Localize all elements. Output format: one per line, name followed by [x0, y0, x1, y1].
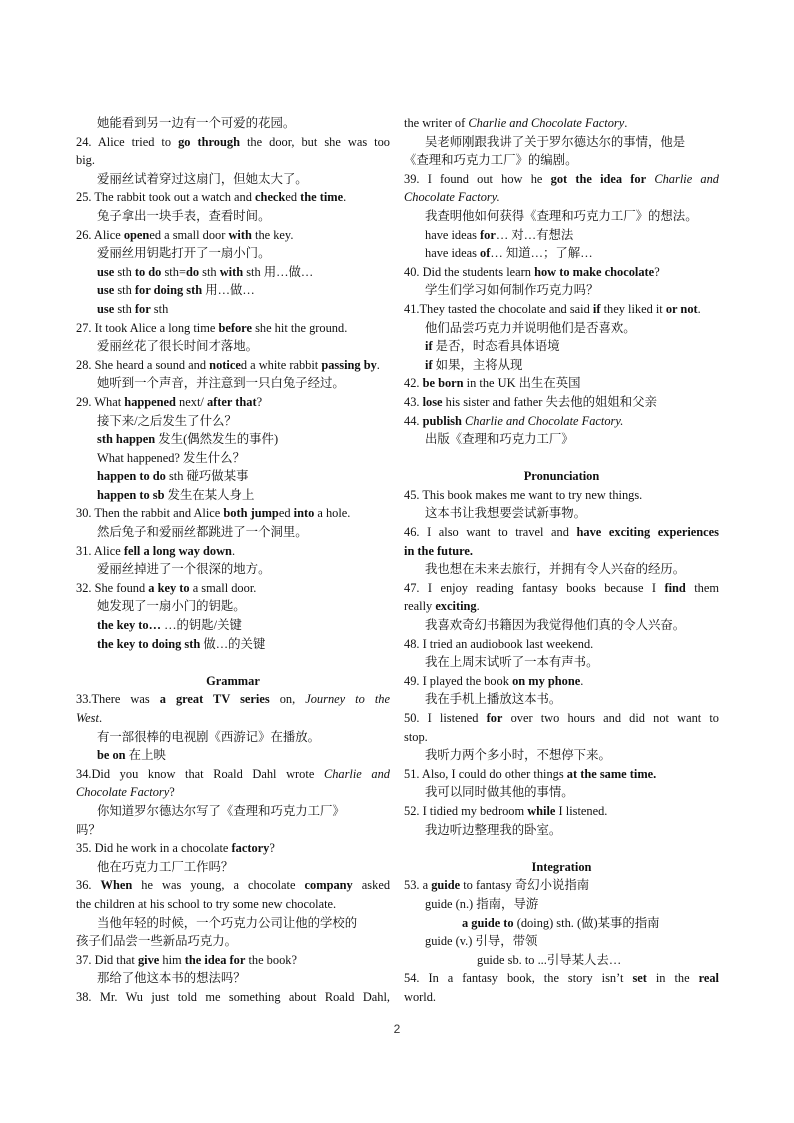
bold-phrase: to do: [134, 264, 162, 279]
italic-title: Charlie and: [323, 766, 390, 781]
bold-phrase: exciting: [435, 599, 477, 614]
text-segment: stop.: [404, 729, 428, 744]
bold-phrase: for: [134, 301, 151, 316]
text-segment: What happened? 发生什么？: [97, 450, 245, 465]
bold-phrase: in the future.: [404, 543, 473, 558]
italic-title: Chocolate Factory: [76, 785, 170, 800]
text-line: [404, 653, 719, 672]
text-line: [404, 821, 719, 840]
text-segment: 25. The rabbit took out a watch and: [76, 190, 256, 205]
text-segment: have ideas: [425, 227, 481, 242]
text-segment: 我边听边整理我的卧室。: [425, 822, 562, 837]
text-segment: 发生在某人身上: [164, 487, 255, 502]
text-line: [76, 951, 390, 970]
text-segment: 41.They tasted the chocolate and said: [404, 301, 593, 316]
bold-phrase: both jump: [223, 506, 279, 521]
text-segment: 36.: [76, 878, 101, 893]
text-line: [404, 969, 719, 988]
text-segment: 爱丽丝掉进了一个很深的地方。: [97, 562, 271, 577]
text-segment: sth=: [161, 264, 186, 279]
text-segment: 38. Mr. Wu just told me something about Roald Dahl,: [76, 989, 390, 1004]
text-segment: the children at his school to try some new chocolate.: [76, 896, 337, 911]
text-line: [76, 151, 390, 170]
text-segment: 26. Alice: [76, 227, 124, 242]
text-line: [404, 914, 719, 933]
text-line: [76, 560, 390, 579]
text-line: [76, 374, 390, 393]
text-segment: the key.: [251, 227, 294, 242]
text-line: [404, 504, 719, 523]
text-line: [404, 951, 719, 970]
bold-phrase: be born: [422, 376, 464, 391]
text-line: [76, 802, 390, 821]
text-segment: .: [98, 711, 103, 725]
text-segment: .: [624, 116, 628, 130]
text-line: [76, 170, 390, 189]
text-segment: 在上映: [125, 748, 166, 763]
text-segment: he was young, a chocolate: [132, 878, 305, 893]
text-segment: 发生(偶然发生的事件): [155, 432, 279, 447]
text-line: [76, 393, 390, 412]
text-segment: 我可以同时做其他的事情。: [425, 785, 574, 800]
text-segment: sth: [114, 301, 135, 316]
text-line: [76, 839, 390, 858]
text-segment: she hit the ground.: [251, 320, 348, 335]
bold-phrase: factory: [231, 841, 270, 856]
text-segment: 45. This book makes me want to try new things.: [404, 487, 643, 502]
text-line: [76, 765, 390, 784]
text-line: [76, 337, 390, 356]
bold-phrase: how to make chocolate: [534, 264, 655, 279]
text-segment: .: [376, 357, 380, 372]
text-line: [76, 709, 390, 728]
bold-phrase: publish: [422, 413, 462, 428]
text-line: [404, 412, 719, 431]
text-line: [76, 616, 390, 635]
bold-phrase: of: [480, 246, 491, 261]
bold-phrase: into: [293, 506, 315, 521]
bold-phrase: happen to do: [97, 469, 166, 484]
text-segment: 我也想在未来去旅行，并拥有令人兴奋的经历。: [425, 562, 686, 577]
section-heading: Grammar: [206, 673, 260, 688]
text-segment: they liked it: [600, 301, 666, 316]
text-segment: on,: [269, 692, 306, 707]
text-line: [404, 988, 719, 1007]
bold-phrase: if: [425, 339, 433, 354]
text-segment: 《查理和巧克力工厂》的编剧。: [404, 153, 578, 168]
text-segment: .: [697, 301, 701, 316]
text-segment: 33.There was: [76, 692, 160, 707]
text-segment: 29. What: [76, 394, 125, 409]
text-segment: 爱丽丝用钥匙打开了一扇小门。: [97, 246, 271, 261]
text-line: [404, 616, 719, 635]
text-segment: 50. I listened: [404, 711, 487, 725]
text-segment: .: [476, 599, 480, 614]
text-segment: next/: [175, 394, 207, 409]
text-segment: sth: [114, 283, 135, 298]
text-segment: 兔子拿出一块手表，查看时间。: [97, 208, 271, 223]
text-line: [404, 244, 719, 263]
bold-phrase: give: [137, 952, 160, 967]
bold-phrase: a great TV series: [159, 692, 270, 707]
text-segment: 24. Alice tried to: [76, 134, 179, 149]
bold-phrase: guide: [431, 878, 461, 893]
bold-phrase: or not: [665, 301, 698, 316]
text-line: [76, 114, 390, 133]
text-segment: 34.Did you know that Roald Dahl wrote: [76, 766, 324, 781]
bold-phrase: go through: [178, 134, 240, 149]
text-line: [76, 226, 390, 245]
spacer: [76, 653, 390, 672]
bold-phrase: use: [97, 264, 115, 279]
text-segment: 这本书让我想要尝试新事物。: [425, 506, 587, 521]
bold-phrase: if: [425, 357, 433, 372]
bold-phrase: after that: [206, 394, 257, 409]
italic-title: Charlie and Chocolate Factory.: [464, 413, 624, 428]
text-segment: ?: [169, 785, 175, 800]
text-segment: 她发现了一扇小门的钥匙。: [97, 599, 246, 614]
text-segment: sth: [199, 264, 220, 279]
text-segment: 53. a: [404, 878, 432, 893]
spacer: [404, 839, 719, 858]
bold-phrase: sth happen: [97, 432, 156, 447]
italic-title: West: [76, 711, 99, 725]
text-segment: 48. I tried an audiobook last weekend.: [404, 636, 594, 651]
text-segment: 如果，主将从现: [432, 357, 523, 372]
text-line: [404, 876, 719, 895]
text-line: [404, 765, 719, 784]
bold-phrase: for: [480, 227, 496, 242]
text-segment: 52. I tidied my bedroom: [404, 803, 528, 818]
bold-phrase: before: [218, 320, 252, 335]
text-segment: sth 用…做…: [243, 264, 314, 279]
text-line: [76, 728, 390, 747]
bold-phrase: open: [123, 227, 150, 242]
text-segment: ?: [269, 841, 275, 856]
text-segment: ed a small door: [149, 227, 229, 242]
text-line: [76, 932, 390, 951]
text-segment: .: [231, 543, 236, 558]
bold-phrase: lose: [422, 394, 443, 409]
bold-phrase: company: [304, 878, 353, 893]
italic-title: Journey to the: [305, 692, 390, 707]
text-line: [404, 300, 719, 319]
text-segment: sth 碰巧做某事: [165, 469, 249, 484]
text-line: [404, 356, 719, 375]
text-line: [76, 858, 390, 877]
text-line: [76, 690, 390, 709]
text-segment: 31. Alice: [76, 543, 124, 558]
text-segment: a small door.: [189, 580, 257, 595]
bold-phrase: have exciting experiences: [576, 525, 720, 540]
text-segment: 吗？: [76, 822, 101, 837]
text-segment: 她听到一个声音，并注意到一只白兔子经过。: [97, 376, 345, 391]
text-segment: him: [159, 952, 185, 967]
text-line: [76, 244, 390, 263]
text-segment: 49. I played the book: [404, 673, 513, 688]
text-segment: 用…做…: [202, 283, 255, 298]
text-line: [76, 467, 390, 486]
text-segment: 我听力两个多小时，不想停下来。: [425, 748, 611, 763]
text-segment: 37. Did that: [76, 952, 138, 967]
bold-phrase: do: [185, 264, 200, 279]
text-segment: 吴老师刚跟我讲了关于罗尔德达尔的事情，他是: [425, 134, 686, 149]
text-segment: the writer of: [404, 116, 469, 130]
text-line: [404, 635, 719, 654]
text-line: [404, 133, 719, 152]
bold-phrase: a key to: [148, 580, 190, 595]
text-segment: 当他年轻的时候，一个巧克力公司让他的学校的: [97, 915, 358, 930]
text-line: [404, 374, 719, 393]
bold-phrase: the time: [300, 190, 344, 205]
text-line: [404, 542, 719, 561]
bold-phrase: at the same time.: [566, 766, 657, 781]
text-segment: a hole.: [314, 506, 351, 521]
bold-phrase: check: [255, 190, 286, 205]
text-line: [76, 133, 390, 152]
bold-phrase: happen to sb: [97, 487, 165, 502]
bold-phrase: with: [228, 227, 252, 242]
text-segment: big.: [76, 153, 95, 168]
text-line: [76, 263, 390, 282]
text-segment: 有一部很棒的电视剧《西游记》在播放。: [97, 729, 321, 744]
bold-phrase: while: [527, 803, 556, 818]
text-line: [76, 523, 390, 542]
text-segment: 46. I also want to travel and: [404, 525, 577, 540]
text-segment: 47. I enjoy reading fantasy books because I: [404, 580, 665, 595]
section-heading: Pronunciation: [523, 469, 600, 484]
text-line: [404, 728, 719, 747]
text-segment: 那给了他这本书的想法吗？: [97, 971, 246, 986]
bold-phrase: on my phone: [512, 673, 581, 688]
text-segment: really: [404, 599, 436, 614]
text-segment: over two hours and did not want to: [502, 711, 719, 725]
text-line: [76, 988, 390, 1007]
bold-phrase: be on: [97, 748, 126, 763]
bold-phrase: use: [97, 301, 115, 316]
text-line: [404, 560, 719, 579]
text-segment: asked: [352, 878, 391, 893]
text-line: [76, 281, 390, 300]
text-line: [76, 188, 390, 207]
text-segment: 爱丽丝试着穿过这扇门，但她太大了。: [97, 171, 308, 186]
text-segment: 是否，时态看具体语境: [432, 339, 560, 354]
text-segment: 43.: [404, 394, 423, 409]
text-line: [404, 690, 719, 709]
text-line: [76, 821, 390, 840]
text-line: [76, 356, 390, 375]
text-line: [404, 319, 719, 338]
text-segment: 接下来/之后发生了什么？: [97, 413, 237, 428]
text-segment: 51. Also, I could do other things: [404, 766, 567, 781]
text-line: [404, 802, 719, 821]
text-segment: sth: [150, 301, 169, 316]
text-segment: have ideas: [425, 246, 481, 261]
bold-phrase: a guide to: [462, 915, 514, 930]
text-segment: guide (v.) 引导，带领: [425, 934, 538, 949]
text-segment: 你知道罗尔德达尔写了《查理和巧克力工厂》: [97, 803, 345, 818]
text-line: [76, 207, 390, 226]
text-line: [76, 579, 390, 598]
italic-title: Charlie and: [654, 171, 719, 186]
text-segment: in the: [646, 971, 699, 986]
text-line: [404, 783, 719, 802]
text-line: [76, 914, 390, 933]
text-line: [76, 746, 390, 765]
text-line: [76, 783, 390, 802]
text-line: [76, 486, 390, 505]
text-line: [76, 449, 390, 468]
text-segment: 出版《查理和巧克力工厂》: [425, 432, 574, 447]
text-segment: the door, but she was too: [239, 134, 390, 149]
text-segment: (doing) sth. (做)某事的指南: [513, 915, 660, 930]
page-number: 2: [393, 1022, 401, 1036]
text-line: [404, 932, 719, 951]
text-segment: world.: [404, 989, 437, 1004]
text-segment: 32. She found: [76, 580, 149, 595]
text-line: [404, 151, 719, 170]
text-segment: 35. Did he work in a chocolate: [76, 841, 232, 856]
text-segment: … 知道…；了解…: [490, 246, 593, 261]
text-segment: 他们品尝巧克力并说明他们是否喜欢。: [425, 320, 636, 335]
text-line: [76, 319, 390, 338]
text-line: [404, 188, 719, 207]
text-segment: 她能看到另一边有一个可爱的花园。: [97, 116, 296, 130]
text-segment: 学生们学习如何制作巧克力吗？: [425, 283, 599, 298]
text-segment: sth: [114, 264, 135, 279]
bold-phrase: the key to…: [97, 618, 162, 633]
italic-title: Chocolate Factory.: [404, 190, 500, 205]
text-segment: 我喜欢奇幻书籍因为我觉得他们真的令人兴奋。: [425, 618, 686, 633]
bold-phrase: passing by: [321, 357, 377, 372]
bold-phrase: for doing sth: [134, 283, 203, 298]
text-line: [404, 709, 719, 728]
text-segment: ?: [256, 394, 263, 409]
text-line: [404, 207, 719, 226]
text-line: [404, 523, 719, 542]
text-segment: 然后兔子和爱丽丝都跳进了一个洞里。: [97, 525, 308, 540]
right-column: [404, 114, 719, 1007]
text-segment: them: [685, 580, 719, 595]
spacer: [404, 449, 719, 468]
text-line: [76, 895, 390, 914]
text-line: [76, 597, 390, 616]
text-segment: 孩子们品尝一些新品巧克力。: [76, 934, 238, 949]
text-segment: 他在巧克力工厂工作吗？: [97, 859, 234, 874]
bold-phrase: find: [664, 580, 686, 595]
text-line: [404, 226, 719, 245]
text-segment: his sister and father 失去他的姐姐和父亲: [442, 394, 657, 409]
bold-phrase: for: [486, 711, 503, 725]
text-line: [404, 579, 719, 598]
italic-title: Charlie and Chocolate Factory: [468, 116, 625, 130]
text-segment: .: [343, 190, 347, 205]
text-segment: 39. I found out how he: [404, 171, 551, 186]
text-line: [404, 281, 719, 300]
text-segment: 30. Then the rabbit and Alice: [76, 506, 224, 521]
bold-phrase: the key to doing sth: [97, 636, 201, 651]
text-segment: ?: [654, 264, 660, 279]
text-line: [76, 635, 390, 654]
text-line: [404, 337, 719, 356]
text-segment: ed: [278, 506, 294, 521]
text-line: [404, 597, 719, 616]
bold-phrase: notice: [209, 357, 241, 372]
text-line: [76, 542, 390, 561]
text-line: [404, 170, 719, 189]
text-segment: to fantasy 奇幻小说指南: [460, 878, 590, 893]
section-heading: Integration: [531, 859, 592, 874]
text-line: [404, 486, 719, 505]
bold-phrase: set: [632, 971, 647, 986]
text-segment: 44.: [404, 413, 423, 428]
bold-phrase: the idea for: [184, 952, 246, 967]
text-segment: guide (n.) 指南，导游: [425, 896, 539, 911]
text-line: [404, 746, 719, 765]
text-line: [76, 969, 390, 988]
left-column: [76, 114, 390, 1007]
text-segment: guide sb. to ...引导某人去…: [477, 952, 622, 967]
text-segment: 爱丽丝花了很长时间才落地。: [97, 339, 259, 354]
text-line: [76, 504, 390, 523]
bold-phrase: if: [592, 301, 601, 316]
bold-phrase: When: [100, 878, 133, 893]
bold-phrase: with: [219, 264, 244, 279]
text-segment: … 对…有想法: [495, 227, 574, 242]
text-line: [404, 430, 719, 449]
text-segment: 54. In a fantasy book, the story isn’t: [404, 971, 633, 986]
text-segment: 我在手机上播放这本书。: [425, 692, 562, 707]
text-segment: d a white rabbit: [240, 357, 322, 372]
text-segment: I listened.: [555, 803, 608, 818]
bold-phrase: real: [698, 971, 719, 986]
text-segment: 28. She heard a sound and: [76, 357, 210, 372]
text-segment: 我在上周末试听了一本有声书。: [425, 655, 599, 670]
text-line: [76, 430, 390, 449]
text-segment: 40. Did the students learn: [404, 264, 535, 279]
bold-phrase: happened: [124, 394, 176, 409]
bold-phrase: got the idea for: [550, 171, 647, 186]
text-segment: …的钥匙/关键: [161, 618, 242, 633]
text-line: [404, 393, 719, 412]
text-line: [76, 876, 390, 895]
text-segment: in the UK 出生在英国: [463, 376, 581, 391]
text-segment: .: [580, 673, 584, 688]
text-line: [76, 300, 390, 319]
text-line: [404, 672, 719, 691]
text-segment: 我查明他如何获得《查理和巧克力工厂》的想法。: [425, 208, 698, 223]
text-segment: 做…的关键: [200, 636, 266, 651]
text-line: [404, 263, 719, 282]
text-segment: the book?: [245, 952, 297, 967]
bold-phrase: use: [97, 283, 115, 298]
bold-phrase: fell a long way down: [123, 543, 232, 558]
text-line: [76, 412, 390, 431]
text-line: [404, 114, 719, 133]
text-line: [404, 895, 719, 914]
text-segment: ed: [285, 190, 301, 205]
text-segment: 27. It took Alice a long time: [76, 320, 219, 335]
text-segment: 42.: [404, 376, 423, 391]
